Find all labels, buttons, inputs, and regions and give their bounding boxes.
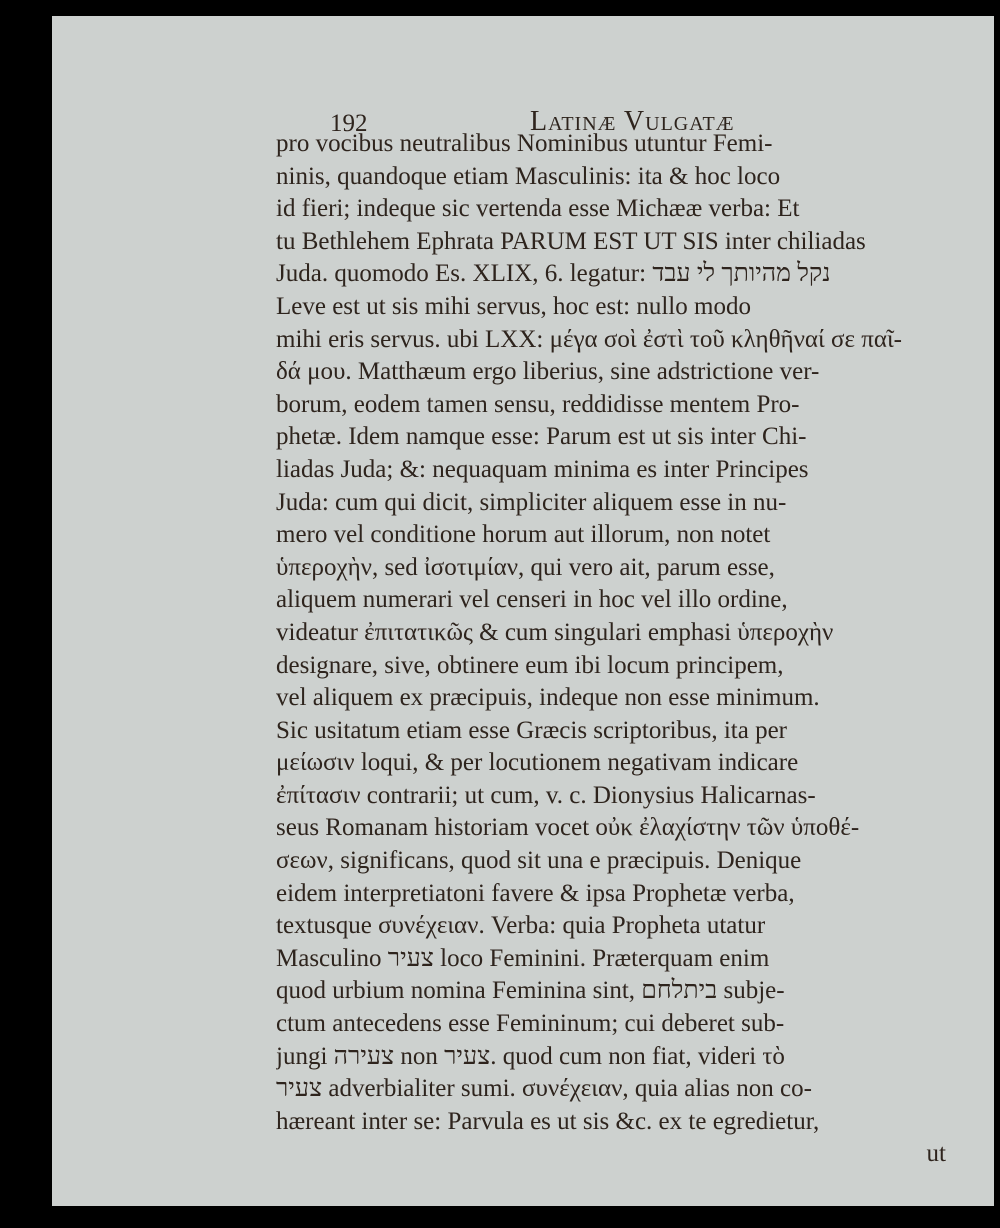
text-line: seus Romanam historiam vocet οὐκ ἐλαχίστην τῶν ὑποθέ-	[276, 814, 860, 842]
text-line: vel aliquem ex præcipuis, indeque non esse minimum.	[276, 684, 820, 712]
text-line: Sic usitatum etiam esse Græcis scriptoribus, ita per	[276, 716, 788, 744]
text-line: צעיר adverbialiter sumi. συνέχειαν, quia alias non co-	[276, 1075, 812, 1103]
text-line: mihi eris servus. ubi LXX: μέγα σοὶ ἐστὶ τοῦ κληθῆναί σε παῖ-	[276, 325, 903, 353]
running-head: Latinæ Vulgatæ	[530, 106, 735, 137]
catchword: ut	[926, 1140, 946, 1168]
text-line: ὑπεροχὴν, sed ἰσοτιμίαν, qui vero ait, parum esse,	[276, 553, 775, 581]
text-line: borum, eodem tamen sensu, reddidisse mentem Pro-	[276, 390, 800, 418]
body-text	[276, 128, 946, 1171]
text-line: quod urbium nomina Feminina sint, ביתלחם subje-	[276, 977, 785, 1005]
page-number: 192	[330, 110, 368, 137]
text-line: videatur ἐπιτατικῶς & cum singulari emphasi ὑπεροχὴν	[276, 618, 834, 646]
text-line: δά μου. Matthæum ergo liberius, sine adstrictione ver-	[276, 358, 820, 386]
text-line: μείωσιν loqui, & per locutionem negativam indicare	[276, 749, 799, 777]
text-line: phetæ. Idem namque esse: Parum est ut sis inter Chi-	[276, 423, 807, 451]
text-line: Masculino צעיר loco Feminini. Præterquam enim	[276, 944, 770, 972]
text-line: mero vel conditione horum aut illorum, non notet	[276, 521, 771, 549]
text-line: textusque συνέχειαν. Verba: quia Propheta utatur	[276, 912, 766, 940]
text-line: Leve est ut sis mihi servus, hoc est: nullo modo	[276, 292, 751, 320]
text-line: id fieri; indeque sic vertenda esse Michææ verba: Et	[276, 195, 800, 223]
text-line: σεων, significans, quod sit una e præcipuis. Denique	[276, 847, 802, 875]
text-line: pro vocibus neutralibus Nominibus utuntur Femi-	[276, 130, 773, 157]
text-line: hæreant inter se: Parvula es ut sis &c. ex te egredietur,	[276, 1107, 820, 1135]
text-line: eidem interpretiatoni favere & ipsa Prophetæ verba,	[276, 879, 795, 907]
text-line: Juda. quomodo Es. XLIX, 6. legatur: נקל מהיותך לי עבד	[276, 260, 831, 288]
text-line: aliquem numerari vel censeri in hoc vel illo ordine,	[276, 586, 788, 614]
text-line: designare, sive, obtinere eum ibi locum principem,	[276, 651, 784, 679]
text-line: tu Bethlehem Ephrata PARUM EST UT SIS inter chiliadas	[276, 227, 866, 255]
text-line: ctum antecedens esse Femininum; cui deberet sub-	[276, 1010, 785, 1038]
text-line: ἐπίτασιν contrarii; ut cum, v. c. Dionysius Halicarnas-	[276, 781, 816, 809]
text-line: liadas Juda; &: nequaquam minima es inter Principes	[276, 455, 809, 483]
text-line: jungi צעירה non צעיר. quod cum non fiat, videri τὸ	[276, 1042, 785, 1070]
text-line: Juda: cum qui dicit, simpliciter aliquem esse in nu-	[276, 488, 787, 516]
text-line: ninis, quandoque etiam Masculinis: ita & hoc loco	[276, 162, 781, 190]
